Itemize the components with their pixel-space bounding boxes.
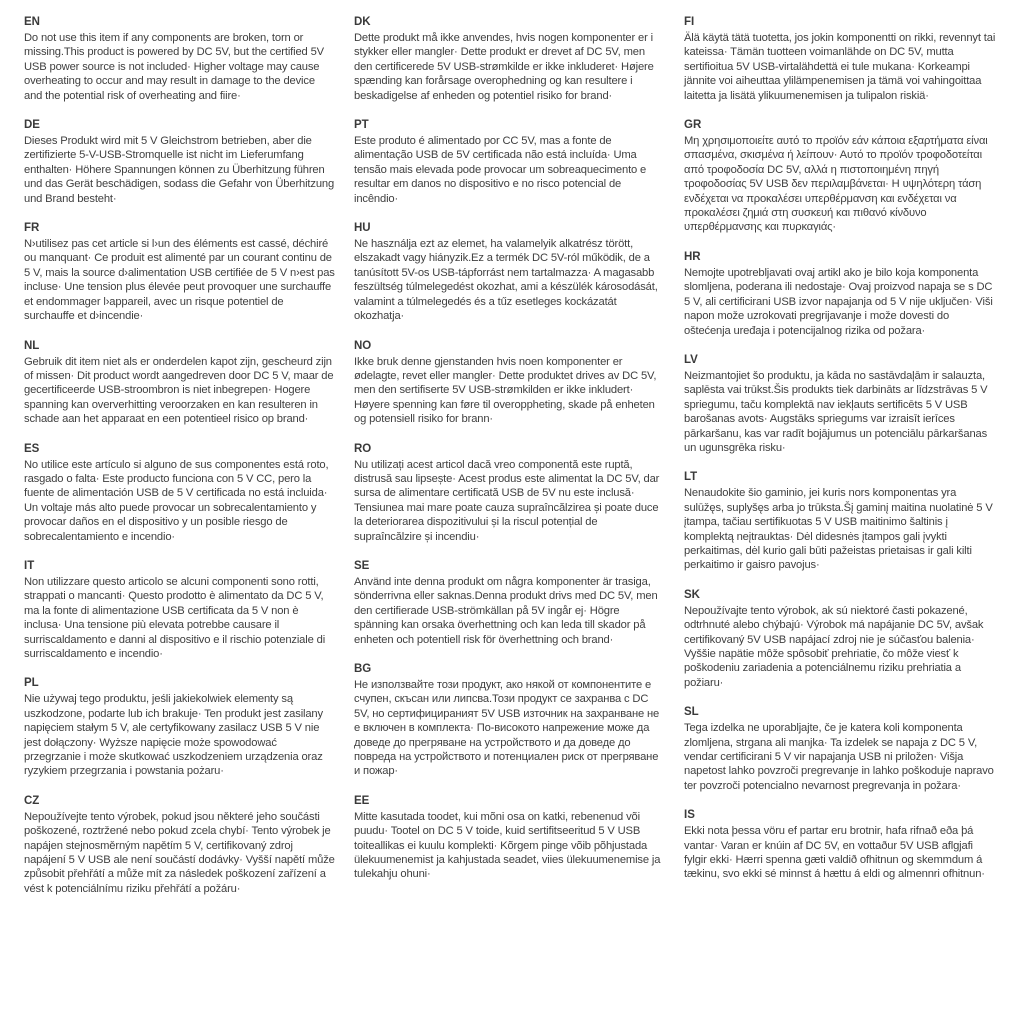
section-es: [24, 443, 336, 544]
language-code-sl: SL: [684, 706, 699, 719]
warning-text-ee: Mitte kasutada toodet, kui mõni osa on katki, rebenenud või puudu· Tootel on DC 5 V toide, kuid sertifitseeritud 5 V USB toiteallikas ei kuulu komplekti· Kõrgem pinge võib põhjustada ülekuumenemist ja kahjustada seadet, viies ülekuumenemise ja tulekahju ohuni·: [354, 810, 661, 881]
section-fr: [24, 222, 336, 323]
section-de: [24, 119, 336, 206]
language-code-ee: EE: [354, 794, 370, 807]
section-is: [684, 809, 996, 882]
section-gr: [684, 119, 996, 235]
warning-text-lv: Neizmantojiet šo produktu, ja kāda no sastāvdaļām ir salauzta, saplēsta vai trūkst.Šis produkts tiek darbināts ar līdzstrāvas 5 V spriegumu, taču komplektā nav iekļauts sertificēts 5 V USB barošanas avots· Augstāks spriegums var izraisīt ierīces pārkaršanu, kas var radīt bojājumus un potenciālu pārkaršanas un ugunsgrēka risku·: [684, 369, 988, 454]
language-code-pl: PL: [24, 677, 39, 690]
section-fi: [684, 16, 996, 103]
section-lv: [684, 354, 996, 455]
section-ee: [354, 795, 666, 882]
warning-text-es: No utilice este artículo si alguno de sus componentes está roto, rasgado o falta· Este producto funciona con 5 V CC, pero la fuente de alimentación USB de 5 V certificada no está incluida· Un voltaje más alto puede provocar un sobrecalentamiento y provocar daños en el dispositivo y un posible riesgo de sobrecalentamiento e incendio·: [24, 458, 329, 543]
language-code-cz: CZ: [24, 794, 40, 807]
warning-text-pl: Nie używaj tego produktu, jeśli jakiekolwiek elementy są uszkodzone, podarte lub ich brakuje· Ten produkt jest zasilany napięciem stałym 5 V, ale certyfikowany zasilacz USB 5 V nie jest dołączony· Wyższe napięcie może spowodować przegrzanie i może skutkować uszkodzeniem urządzenia oraz ryzykiem przegrzania i powstania pożaru·: [24, 693, 323, 778]
warning-text-sl: Tega izdelka ne uporabljajte, če je katera koli komponenta zlomljena, strgana ali manjka· Ta izdelek se napaja z DC 5 V, vendar certificirani 5 V vir napajanja USB ni priložen· Višja napetost lahko povzroči pregrevanje in lahko poškoduje napravo ter povzroči potencialno nevarnost pregrevanja in požara·: [684, 722, 994, 792]
language-code-se: SE: [354, 559, 370, 572]
language-code-it: IT: [24, 559, 35, 572]
warning-text-ro: Nu utilizați acest articol dacă vreo componentă este ruptă, distrusă sau lipsește· Acest produs este alimentat la DC 5V, dar sursa de alimentare certificată USB de 5V nu este inclusă· Tensiunea mai mare poate cauza supraîncălzirea și poate duce la deteriorarea dispozitivului și la riscul potențial de supraîncălzire și incendiu·: [354, 458, 660, 543]
language-code-ro: RO: [354, 442, 372, 455]
section-dk: [354, 16, 666, 103]
language-code-de: DE: [24, 119, 40, 132]
warning-text-fi: Älä käytä tätä tuotetta, jos jokin komponentti on rikki, revennyt tai kateissa· Tämän tuotteen voimanlähde on DC 5V, mutta sertifioitua 5V USB-virtalähdettä ei tule mukana· Korkeampi jännite voi aiheuttaa ylilämpenemisen ja tämä voi vahingoittaa laitetta ja lisätä ylikuumenemisen ja tulipalon riskiä·: [684, 32, 996, 102]
language-code-lv: LV: [684, 353, 698, 366]
warning-text-sk: Nepoužívajte tento výrobok, ak sú niektoré časti pokazené, odtrhnuté alebo chýbajú· Výrobok má napájanie DC 5V, avšak certifikovaný 5V USB napájací zdroj nie je súčasťou balenia· Vyššie napätie môže spôsobiť prehriatie, čo môže viesť k poškodeniu zariadenia a potenciálnemu riziku prehriatia a požiaru·: [684, 604, 984, 689]
warning-text-pt: Este produto é alimentado por CC 5V, mas a fonte de alimentação USB de 5V certificada não está incluída· Uma tensão mais elevada pode provocar um sobreaquecimento e resultar em danos no dispositivo e no risco potencial de incêndio·: [354, 135, 647, 205]
warning-text-is: Ekki nota þessa vöru ef partar eru brotnir, hafa rifnað eða þá vantar· Varan er knúin af DC 5V, en vottaður 5V USB aflgjafi fylgir ekki· Hærri spenna gæti valdið ofhitnun og skemmdum á tækinu, svo ekki sé minnst á hættu á eldi og almennri ofhitnun·: [684, 825, 985, 881]
section-cz: [24, 795, 336, 896]
column-1: [24, 16, 336, 912]
language-code-pt: PT: [354, 119, 369, 132]
language-code-en: EN: [24, 16, 40, 28]
column-3: [684, 16, 996, 912]
warning-text-hr: Nemojte upotrebljavati ovaj artikl ako je bilo koja komponenta slomljena, poderana ili nedostaje· Ovaj proizvod napaja se s DC 5 V, ali certificirani USB izvor napajanja od 5 V nije uključen· Viši napon može uzrokovati pregrijavanje i može dovesti do oštećenja uređaja i potencijalnog rizika od požara·: [684, 266, 993, 337]
section-ro: [354, 443, 666, 544]
column-2: [354, 16, 666, 912]
section-pt: [354, 119, 666, 206]
language-code-hu: HU: [354, 222, 371, 235]
section-sk: [684, 589, 996, 690]
warning-text-lt: Nenaudokite šio gaminio, jei kuris nors komponentas yra sulūžęs, suplyšęs arba jo trūksta.Šį gaminį maitina nuolatinė 5 V įtampa, tačiau sertifikuotas 5 V USB maitinimo šaltinis į komplektą neįtrauktas· Dėl didesnės įtampos gali įvykti perkaitimas, dėl kurio gali būti pažeistas prietaisas ir gali kilti perkaitimo ir gaisro pavojus·: [684, 487, 993, 572]
section-hu: [354, 222, 666, 323]
language-code-gr: GR: [684, 119, 702, 132]
language-code-no: NO: [354, 339, 372, 352]
warning-text-gr: Μη χρησιμοποιείτε αυτό το προϊόν εάν κάποια εξαρτήματα είναι σπασμένα, σκισμένα ή λείπουν· Αυτό το προϊόν τροφοδοτείται από τροφοδοσία DC 5V, αλλά η πιστοποιημένη πηγή τροφοδοσίας 5V USB δεν περιλαμβάνεται· Η υψηλότερη τάση ενδέχεται να προκαλέσει υπερθέρμανση και ενδέχεται να προκαλέσει ζημιά στη συσκευή και πιθανό κίνδυνο υπερθέρμανσης και πυρκαγιάς·: [684, 135, 988, 234]
language-code-lt: LT: [684, 471, 698, 484]
language-code-es: ES: [24, 442, 40, 455]
section-sl: [684, 706, 996, 793]
warning-text-dk: Dette produkt må ikke anvendes, hvis nogen komponenter er i stykker eller mangler· Dette produkt er drevet af DC 5V, men den certificerede 5V USB-strømkilde er ikke inkluderet· Højere spænding kan forårsage overophedning og kan resultere i beskadigelse af enheden og potentiel risiko for brand·: [354, 32, 654, 102]
section-lt: [684, 471, 996, 572]
language-code-hr: HR: [684, 250, 701, 263]
section-pl: [24, 677, 336, 778]
warning-text-hu: Ne használja ezt az elemet, ha valamelyik alkatrész törött, elszakadt vagy hiányzik.Ez a termék DC 5V-ról működik, de a tanúsított 5V-os USB-tápforrást nem tartalmazza· A magasabb feszültség túlmelegedést okozhat, ami a készülék károsodását, valamint a túlmelegedés és a tűz esetleges kockázatát okozhatja·: [354, 238, 658, 323]
warning-text-it: Non utilizzare questo articolo se alcuni componenti sono rotti, strappati o mancanti· Questo prodotto è alimentato da DC 5 V, ma la fonte di alimentazione USB certificata da 5 V non è inclusa· Una tensione più elevata potrebbe causare il surriscaldamento e danni al dispositivo e il rischio potenziale di surriscaldamento e incendio·: [24, 575, 326, 660]
section-hr: [684, 251, 996, 338]
language-code-bg: BG: [354, 663, 372, 675]
warning-text-en: Do not use this item if any components are broken, torn or missing.This product is powered by DC 5V, but the certified 5V USB power source is not included· Higher voltage may cause overheating to occur and may result in damage to the device and the potential risk of overheating and fiire·: [24, 32, 324, 102]
language-code-is: IS: [684, 809, 695, 822]
warning-text-cz: Nepoužívejte tento výrobek, pokud jsou některé jeho součásti poškozené, roztržené nebo pokud zcela chybí· Tento výrobek je napájen stejnosměrným napětím 5 V, certifikovaný zdroj napájení 5 V USB ale není součástí dodávky· Vyšší napětí může způsobit přehřátí a může mít za následek poškození zařízení a vést k potenciálnímu riziku přehřátí a požáru·: [24, 810, 335, 895]
language-code-fr: FR: [24, 222, 40, 235]
language-code-fi: FI: [684, 16, 695, 28]
warning-text-de: Dieses Produkt wird mit 5 V Gleichstrom betrieben, aber die zertifizierte 5-V-USB-Stromquelle ist nicht im Lieferumfang enthalten· Höhere Spannungen können zu Überhitzung führen und das Gerät beschädigen, sodass die Gefahr von Überhitzung und Brand besteht·: [24, 135, 335, 205]
language-code-sk: SK: [684, 588, 700, 601]
section-no: [354, 340, 666, 427]
language-code-nl: NL: [24, 339, 40, 352]
section-bg: [354, 663, 666, 779]
section-se: [354, 560, 666, 647]
warning-text-nl: Gebruik dit item niet als er onderdelen kapot zijn, gescheurd zijn of missen· Dit product wordt aangedreven door DC 5 V, maar de gecertificeerde USB-stroombron is niet inbegrepen· Hogere spanning kan oververhitting veroorzaken en kan resulteren in schade aan het apparaat en een potentieel risico op brand·: [24, 355, 334, 426]
language-code-dk: DK: [354, 16, 371, 28]
warning-text-no: Ikke bruk denne gjenstanden hvis noen komponenter er ødelagte, revet eller mangler· Dette produktet drives av DC 5V, men den sertifiserte 5V USB-strømkilden er ikke inkludert· Høyere spenning kan føre til overoppheting, skade på enheten og potensiell risiko for brann·: [354, 355, 657, 426]
section-nl: [24, 340, 336, 427]
section-en: [24, 16, 336, 103]
warning-text-bg: Не използвайте този продукт, ако някой от компонентите е счупен, скъсан или липсва.Този продукт се захранва с DC 5V, но сертифицираният 5V USB източник на захранване не е включен в комплекта· По-високото напрежение може да доведе до прегряване на устройството и да доведе до повреда на устройството и потенциален риск от прегряване и пожар·: [354, 679, 660, 778]
warning-text-se: Använd inte denna produkt om några komponenter är trasiga, sönderrivna eller saknas.Denna produkt drivs med DC 5V, men den certifierade USB-strömkällan på 5V ingår ej· Högre spänning kan orsaka överhettning och kan leda till skador på enheten och potentiell risk för överhettning och brand·: [354, 575, 658, 646]
warning-text-fr: N›utilisez pas cet article si l›un des éléments est cassé, déchiré ou manquant· Ce produit est alimenté par un courant continu de 5 V, mais la source d›alimentation USB certifiée de 5 V n›est pas incluse· Une tension plus élevée peut provoquer une surchauffe et endommager l›appareil, avec un risque potentiel de surchauffe et d›incendie·: [24, 238, 335, 323]
section-it: [24, 560, 336, 661]
